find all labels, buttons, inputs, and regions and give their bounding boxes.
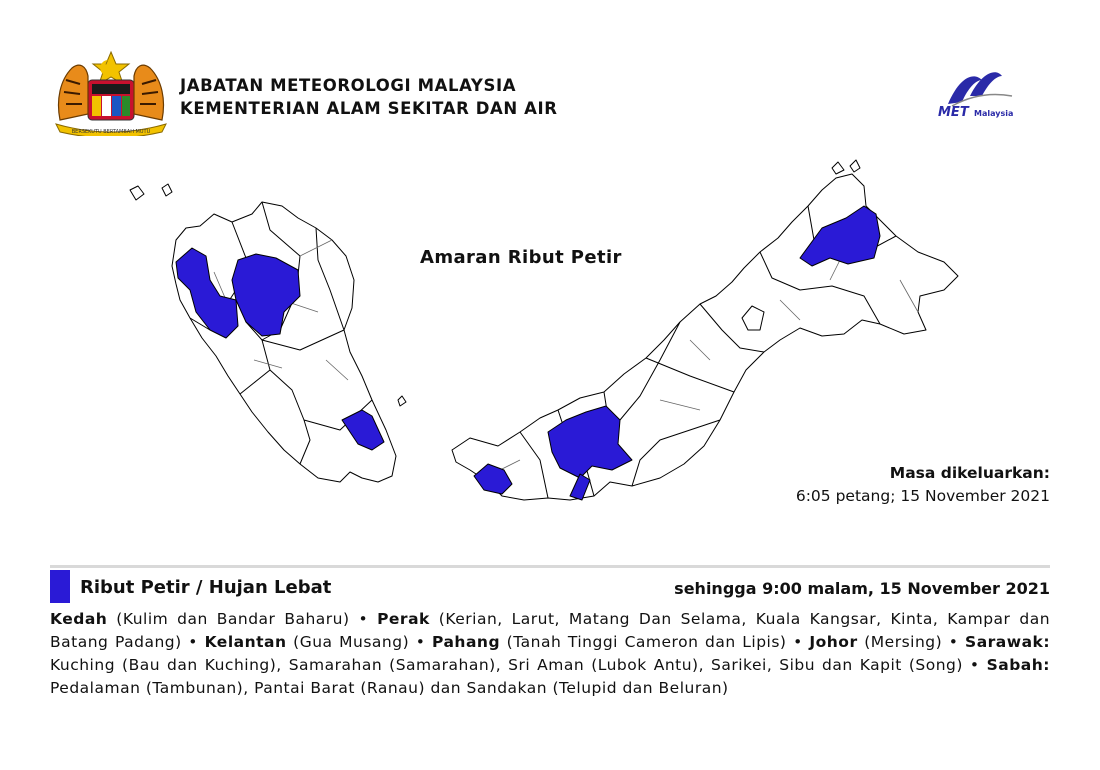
area-districts: (Kulim dan Bandar Baharu) — [116, 610, 350, 628]
header-titles — [180, 74, 558, 120]
coat-of-arms-emblem — [50, 50, 172, 136]
affected-areas-text: Kedah (Kulim dan Bandar Baharu) • Perak (Kerian, Larut, Matang Dan Selama, Kuala Kangsar, Kinta, Kampar dan Batang Padang) • Kelantan (Gua Musang) • Pahang (Tanah Tinggi Cameron dan Lipis) • Johor (Mersing) • Sarawak: Kuching (Bau dan Kuching), Samarahan (Samarahan), Sri Aman (Lubok Antu), Sarikei, Sibu dan Kapit (Song) • Sabah: Pedalaman (Tambunan), Pantai Barat (Ranau) dan Sandakan (Telupid dan Beluran) — [50, 610, 1051, 697]
area-districts: (Kerian, Larut, Matang Dan Selama, Kuala Kangsar, Kinta, Kampar dan Batang Padang) — [50, 610, 1051, 651]
valid-until: sehingga 9:00 malam, 15 November 2021 — [674, 579, 1050, 598]
area-state: Kelantan — [204, 633, 287, 651]
area-state: Sabah: — [986, 656, 1050, 674]
area-state: Pahang — [432, 633, 501, 651]
map-title: Amaran Ribut Petir — [420, 247, 622, 268]
issued-time: 6:05 petang; 15 November 2021 — [795, 487, 1050, 505]
east-malaysia — [452, 174, 958, 500]
issued-label: Masa dikeluarkan: — [889, 464, 1050, 482]
met-malaysia-logo — [930, 66, 1050, 122]
area-districts: (Gua Musang) — [293, 633, 410, 651]
divider — [50, 565, 1050, 568]
svg-text:Malaysia: Malaysia — [974, 109, 1014, 118]
legend-swatch — [50, 570, 70, 603]
area-districts: (Tanah Tinggi Cameron dan Lipis) — [506, 633, 787, 651]
ministry-name: KEMENTERIAN ALAM SEKITAR DAN AIR — [180, 99, 558, 118]
issued-time-block — [796, 462, 1050, 508]
area-state: Perak — [377, 610, 430, 628]
svg-text:MET: MET — [938, 105, 969, 120]
area-districts: Kuching (Bau dan Kuching), Samarahan (Samarahan), Sri Aman (Lubok Antu), Sarikei, Sibu dan Kapit (Song) — [50, 656, 963, 674]
area-districts: (Mersing) — [864, 633, 943, 651]
area-state: Kedah — [50, 610, 108, 628]
legend-label: Ribut Petir / Hujan Lebat — [80, 577, 332, 598]
area-districts: Pedalaman (Tambunan), Pantai Barat (Ranau) dan Sandakan (Telupid dan Beluran) — [50, 679, 729, 697]
department-name: JABATAN METEOROLOGI MALAYSIA — [180, 76, 517, 95]
area-state: Johor — [809, 633, 858, 651]
area-state: Sarawak: — [965, 633, 1051, 651]
svg-text:BERSEKUTU BERTAMBAH MUTU: BERSEKUTU BERTAMBAH MUTU — [71, 129, 151, 135]
